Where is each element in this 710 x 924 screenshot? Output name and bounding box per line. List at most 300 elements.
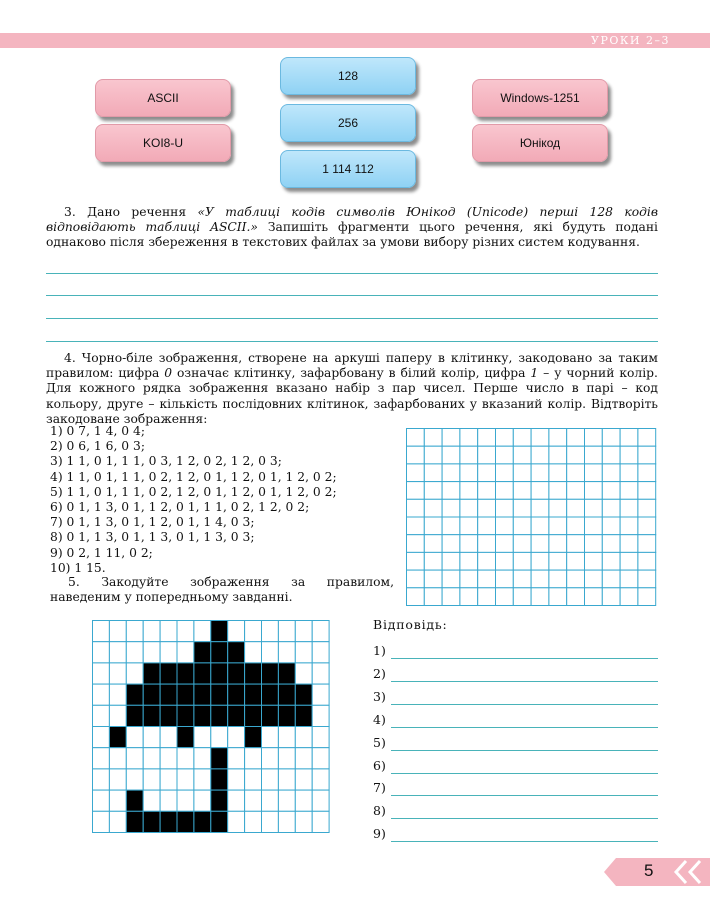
white-cell <box>109 748 126 769</box>
white-cell[interactable] <box>424 535 442 553</box>
white-cell[interactable] <box>460 570 478 588</box>
black-cell <box>143 684 160 705</box>
white-cell <box>278 811 295 832</box>
white-cell[interactable] <box>460 517 478 535</box>
white-cell <box>228 790 245 811</box>
white-cell[interactable] <box>620 429 638 447</box>
white-cell[interactable] <box>567 429 585 447</box>
white-cell <box>143 748 160 769</box>
umbrella-image-grid <box>92 620 332 834</box>
white-cell[interactable] <box>531 499 549 517</box>
white-cell[interactable] <box>460 535 478 553</box>
white-cell[interactable] <box>549 535 567 553</box>
white-cell <box>109 642 126 663</box>
white-cell[interactable] <box>620 570 638 588</box>
white-cell <box>278 748 295 769</box>
white-cell <box>312 705 329 726</box>
black-cell <box>160 663 177 684</box>
white-cell[interactable] <box>460 482 478 500</box>
white-cell[interactable] <box>478 464 496 482</box>
white-cell[interactable] <box>407 552 425 570</box>
white-cell <box>262 621 279 642</box>
answer-underline <box>391 818 658 819</box>
encoding-row: 4) 1 1, 0 1, 1 1, 0 2, 1 2, 0 1, 1 2, 0 1, 1 2, 0 2; <box>50 469 337 484</box>
answer-label: 5) <box>373 735 386 750</box>
white-cell[interactable] <box>442 429 460 447</box>
white-cell <box>262 642 279 663</box>
white-cell <box>109 769 126 790</box>
white-cell[interactable] <box>602 517 620 535</box>
white-cell <box>278 790 295 811</box>
white-cell[interactable] <box>549 517 567 535</box>
white-cell[interactable] <box>585 588 603 606</box>
white-cell[interactable] <box>620 464 638 482</box>
black-cell <box>177 684 194 705</box>
white-cell <box>109 811 126 832</box>
white-cell[interactable] <box>478 535 496 553</box>
white-cell[interactable] <box>585 552 603 570</box>
black-cell <box>160 684 177 705</box>
white-cell[interactable] <box>638 464 656 482</box>
white-cell[interactable] <box>602 429 620 447</box>
koi8u-button[interactable]: KOI8-U <box>95 124 231 162</box>
white-cell[interactable] <box>513 517 531 535</box>
white-cell <box>126 663 143 684</box>
black-cell <box>109 727 126 748</box>
white-cell <box>262 769 279 790</box>
white-cell[interactable] <box>407 517 425 535</box>
encoding-row: 1) 0 7, 1 4, 0 4; <box>50 424 145 438</box>
black-cell <box>211 790 228 811</box>
white-cell <box>194 769 211 790</box>
white-cell <box>312 769 329 790</box>
answer-underline <box>391 750 658 751</box>
white-cell[interactable] <box>585 570 603 588</box>
encoding-row: 9) 0 2, 1 11, 0 2; <box>50 545 153 560</box>
black-cell <box>295 705 312 726</box>
white-cell[interactable] <box>567 517 585 535</box>
white-cell[interactable] <box>460 499 478 517</box>
white-cell[interactable] <box>424 482 442 500</box>
white-cell[interactable] <box>424 464 442 482</box>
answer-label: 2) <box>373 666 386 681</box>
white-cell[interactable] <box>549 588 567 606</box>
white-cell[interactable] <box>620 482 638 500</box>
black-cell <box>211 705 228 726</box>
black-cell <box>245 663 262 684</box>
black-cell <box>228 684 245 705</box>
digit-one: 1 <box>530 366 539 381</box>
white-cell[interactable] <box>549 446 567 464</box>
white-cell[interactable] <box>638 499 656 517</box>
answer-underline <box>391 704 658 705</box>
answer-title: Відповідь: <box>373 617 448 632</box>
white-cell <box>109 663 126 684</box>
white-cell <box>295 663 312 684</box>
white-cell[interactable] <box>567 446 585 464</box>
white-cell[interactable] <box>602 535 620 553</box>
white-cell[interactable] <box>424 552 442 570</box>
black-cell <box>211 621 228 642</box>
white-cell <box>177 621 194 642</box>
white-cell[interactable] <box>620 588 638 606</box>
encoding-row: 10) 1 15. <box>50 560 106 575</box>
white-cell <box>143 642 160 663</box>
code-128-button[interactable]: 128 <box>280 57 416 95</box>
white-cell <box>194 621 211 642</box>
black-cell <box>262 684 279 705</box>
white-cell[interactable] <box>460 464 478 482</box>
white-cell[interactable] <box>424 429 442 447</box>
white-cell[interactable] <box>585 535 603 553</box>
black-cell <box>295 684 312 705</box>
white-cell[interactable] <box>424 588 442 606</box>
white-cell[interactable] <box>442 464 460 482</box>
white-cell[interactable] <box>567 499 585 517</box>
answer-underline <box>391 658 658 659</box>
white-cell <box>262 790 279 811</box>
white-cell <box>228 621 245 642</box>
white-cell[interactable] <box>638 446 656 464</box>
answer-row[interactable] <box>373 643 658 659</box>
task4-number: 4. <box>64 351 76 365</box>
task4-text-a: Чорно-біле зображення, створене на аркуші паперу в клітинку, закодовано за таким правилом: цифра <box>46 351 658 381</box>
white-cell[interactable] <box>567 464 585 482</box>
white-cell[interactable] <box>496 464 514 482</box>
answer-line <box>46 341 658 342</box>
white-cell[interactable] <box>407 429 425 447</box>
white-cell <box>295 621 312 642</box>
white-cell[interactable] <box>478 552 496 570</box>
black-cell <box>245 705 262 726</box>
white-cell[interactable] <box>567 482 585 500</box>
black-cell <box>143 811 160 832</box>
white-cell <box>93 663 110 684</box>
answer-row[interactable] <box>373 826 658 842</box>
white-cell[interactable] <box>531 552 549 570</box>
answer-row[interactable] <box>373 712 658 728</box>
answer-label: 4) <box>373 712 386 727</box>
white-cell[interactable] <box>424 517 442 535</box>
white-cell[interactable] <box>478 482 496 500</box>
white-cell <box>93 727 110 748</box>
white-cell[interactable] <box>620 552 638 570</box>
white-cell <box>295 642 312 663</box>
white-cell[interactable] <box>585 446 603 464</box>
black-cell <box>211 811 228 832</box>
black-cell <box>262 663 279 684</box>
white-cell[interactable] <box>602 588 620 606</box>
code-1114112-button[interactable]: 1 114 112 <box>280 150 416 188</box>
white-cell <box>143 621 160 642</box>
white-cell <box>126 727 143 748</box>
white-cell <box>93 621 110 642</box>
white-cell[interactable] <box>407 446 425 464</box>
white-cell[interactable] <box>602 482 620 500</box>
white-cell <box>126 621 143 642</box>
white-cell[interactable] <box>442 517 460 535</box>
unicode-button[interactable]: Юнікод <box>472 124 608 162</box>
black-cell <box>211 748 228 769</box>
white-cell[interactable] <box>638 588 656 606</box>
white-cell[interactable] <box>478 588 496 606</box>
digit-zero: 0 <box>164 366 173 381</box>
white-cell[interactable] <box>424 499 442 517</box>
white-cell[interactable] <box>407 588 425 606</box>
black-cell <box>160 705 177 726</box>
black-cell <box>228 705 245 726</box>
white-cell[interactable] <box>620 535 638 553</box>
white-cell[interactable] <box>549 552 567 570</box>
black-cell <box>262 705 279 726</box>
section-label: УРОКИ 2–3 <box>591 34 670 47</box>
white-cell <box>194 748 211 769</box>
white-cell <box>295 748 312 769</box>
white-cell <box>93 642 110 663</box>
white-cell[interactable] <box>442 482 460 500</box>
white-cell[interactable] <box>442 535 460 553</box>
white-cell[interactable] <box>460 446 478 464</box>
white-cell[interactable] <box>460 429 478 447</box>
white-cell <box>228 727 245 748</box>
encoding-row: 5) 1 1, 0 1, 1 1, 0 2, 1 2, 0 1, 1 2, 0 1, 1 2, 0 2; <box>50 484 337 499</box>
white-cell <box>211 727 228 748</box>
white-cell[interactable] <box>496 535 514 553</box>
white-cell <box>109 684 126 705</box>
black-cell <box>177 811 194 832</box>
white-cell <box>312 642 329 663</box>
white-cell <box>194 790 211 811</box>
white-cell[interactable] <box>549 570 567 588</box>
white-cell <box>126 748 143 769</box>
white-cell[interactable] <box>424 570 442 588</box>
answer-label: 6) <box>373 758 386 773</box>
white-cell[interactable] <box>567 570 585 588</box>
black-cell <box>228 642 245 663</box>
white-cell[interactable] <box>513 588 531 606</box>
white-cell[interactable] <box>442 570 460 588</box>
white-cell <box>262 748 279 769</box>
answer-row[interactable] <box>373 758 658 774</box>
white-cell[interactable] <box>513 535 531 553</box>
white-cell[interactable] <box>496 588 514 606</box>
white-cell <box>278 642 295 663</box>
white-cell <box>93 748 110 769</box>
white-cell[interactable] <box>638 482 656 500</box>
black-cell <box>126 811 143 832</box>
white-cell <box>278 769 295 790</box>
task3-text <box>46 205 658 251</box>
white-cell <box>160 748 177 769</box>
white-cell[interactable] <box>549 429 567 447</box>
answer-label: 7) <box>373 780 386 795</box>
white-cell[interactable] <box>549 482 567 500</box>
white-cell <box>143 790 160 811</box>
white-cell[interactable] <box>496 552 514 570</box>
answer-label: 3) <box>373 689 386 704</box>
white-cell[interactable] <box>407 464 425 482</box>
white-cell[interactable] <box>638 429 656 447</box>
white-cell <box>245 621 262 642</box>
white-cell <box>109 790 126 811</box>
white-cell[interactable] <box>407 482 425 500</box>
white-cell <box>93 811 110 832</box>
white-cell[interactable] <box>531 446 549 464</box>
white-cell[interactable] <box>496 570 514 588</box>
answer-row[interactable] <box>373 666 658 682</box>
white-cell <box>126 642 143 663</box>
white-cell[interactable] <box>513 482 531 500</box>
white-cell[interactable] <box>602 552 620 570</box>
white-cell[interactable] <box>478 446 496 464</box>
white-cell <box>312 727 329 748</box>
white-cell[interactable] <box>442 499 460 517</box>
white-cell[interactable] <box>460 552 478 570</box>
white-cell[interactable] <box>478 517 496 535</box>
white-cell[interactable] <box>602 446 620 464</box>
page-number-tab <box>604 858 710 886</box>
white-cell[interactable] <box>585 429 603 447</box>
white-cell[interactable] <box>496 517 514 535</box>
encoding-row: 8) 0 1, 1 3, 0 1, 1 3, 0 1, 1 3, 0 3; <box>50 530 255 545</box>
white-cell[interactable] <box>531 570 549 588</box>
encoding-row: 2) 0 6, 1 6, 0 3; <box>50 439 145 454</box>
white-cell <box>109 621 126 642</box>
white-cell[interactable] <box>531 482 549 500</box>
encoding-row: 6) 0 1, 1 3, 0 1, 1 2, 0 1, 1 1, 0 2, 1 2, 0 2; <box>50 500 310 515</box>
white-cell[interactable] <box>549 464 567 482</box>
white-cell[interactable] <box>638 517 656 535</box>
answer-underline <box>391 681 658 682</box>
answer-row[interactable] <box>373 689 658 705</box>
encoding-row: 7) 0 1, 1 3, 0 1, 1 2, 0 1, 1 4, 0 3; <box>50 515 255 530</box>
white-cell[interactable] <box>531 535 549 553</box>
white-cell[interactable] <box>496 482 514 500</box>
white-cell[interactable] <box>442 446 460 464</box>
answer-line <box>46 273 658 274</box>
white-cell[interactable] <box>531 464 549 482</box>
white-cell[interactable] <box>620 499 638 517</box>
black-cell <box>143 705 160 726</box>
task4-text-c: – у чорний колір. Для кожного рядка зображення вказано набір з пар чисел. Перше число в парі – код кольору, друге – кількість послідовних клітинок, зафарбованих у вказаний колір. Відтворіть закодоване зображення: <box>46 366 658 426</box>
white-cell[interactable] <box>407 535 425 553</box>
white-cell[interactable] <box>442 588 460 606</box>
answer-row[interactable] <box>373 803 658 819</box>
answer-label: 1) <box>373 643 386 658</box>
task3-lead: Дано речення <box>87 205 187 219</box>
white-cell <box>177 769 194 790</box>
white-cell[interactable] <box>567 535 585 553</box>
white-cell[interactable] <box>496 429 514 447</box>
white-cell[interactable] <box>567 588 585 606</box>
white-cell <box>295 769 312 790</box>
white-cell[interactable] <box>549 499 567 517</box>
black-cell <box>211 684 228 705</box>
task3-quote: «У таблиці кодів символів Юнікод (Unicode) перші 128 кодів відповідають таблиці ASCII.» <box>46 205 658 235</box>
white-cell[interactable] <box>638 535 656 553</box>
task5-number: 5. <box>68 575 80 589</box>
white-cell[interactable] <box>513 570 531 588</box>
white-cell[interactable] <box>478 570 496 588</box>
white-cell <box>278 727 295 748</box>
white-cell[interactable] <box>496 499 514 517</box>
white-cell[interactable] <box>531 429 549 447</box>
white-cell[interactable] <box>407 499 425 517</box>
black-cell <box>194 811 211 832</box>
white-cell[interactable] <box>531 588 549 606</box>
white-cell[interactable] <box>585 499 603 517</box>
white-cell[interactable] <box>513 552 531 570</box>
black-cell <box>211 663 228 684</box>
white-cell <box>245 642 262 663</box>
task4-text-b: означає клітинку, зафарбовану в білий колір, цифра <box>177 366 526 381</box>
black-cell <box>245 727 262 748</box>
white-cell <box>194 727 211 748</box>
white-cell[interactable] <box>585 464 603 482</box>
white-cell[interactable] <box>585 517 603 535</box>
white-cell <box>93 790 110 811</box>
answer-row[interactable] <box>373 780 658 796</box>
white-cell[interactable] <box>567 552 585 570</box>
black-cell <box>211 769 228 790</box>
white-cell[interactable] <box>407 570 425 588</box>
white-cell[interactable] <box>424 446 442 464</box>
white-cell <box>109 705 126 726</box>
empty-drawing-grid[interactable] <box>406 428 657 608</box>
white-cell[interactable] <box>531 517 549 535</box>
white-cell[interactable] <box>585 482 603 500</box>
black-cell <box>160 811 177 832</box>
white-cell[interactable] <box>602 499 620 517</box>
white-cell <box>295 811 312 832</box>
white-cell[interactable] <box>602 570 620 588</box>
white-cell <box>295 790 312 811</box>
answer-label: 8) <box>373 803 386 818</box>
task3-number: 3. <box>64 205 76 219</box>
white-cell[interactable] <box>620 446 638 464</box>
white-cell[interactable] <box>513 429 531 447</box>
header-band <box>0 33 710 48</box>
answer-line <box>46 318 658 319</box>
white-cell <box>177 790 194 811</box>
black-cell <box>211 642 228 663</box>
white-cell[interactable] <box>478 429 496 447</box>
windows1251-button[interactable]: Windows-1251 <box>472 79 608 117</box>
white-cell[interactable] <box>460 588 478 606</box>
black-cell <box>126 790 143 811</box>
white-cell[interactable] <box>602 464 620 482</box>
white-cell[interactable] <box>513 446 531 464</box>
white-cell[interactable] <box>442 552 460 570</box>
white-cell[interactable] <box>496 446 514 464</box>
black-cell <box>177 663 194 684</box>
white-cell[interactable] <box>513 464 531 482</box>
white-cell <box>160 642 177 663</box>
code-256-button[interactable]: 256 <box>280 104 416 142</box>
white-cell[interactable] <box>513 499 531 517</box>
black-cell <box>194 705 211 726</box>
white-cell <box>93 684 110 705</box>
white-cell[interactable] <box>638 552 656 570</box>
white-cell[interactable] <box>620 517 638 535</box>
white-cell[interactable] <box>638 570 656 588</box>
ascii-button[interactable]: ASCII <box>95 79 231 117</box>
encoding-row: 3) 1 1, 0 1, 1 1, 0 3, 1 2, 0 2, 1 2, 0 3; <box>50 454 282 469</box>
white-cell[interactable] <box>478 499 496 517</box>
answer-row[interactable] <box>373 735 658 751</box>
white-cell <box>262 811 279 832</box>
answer-underline <box>391 795 658 796</box>
